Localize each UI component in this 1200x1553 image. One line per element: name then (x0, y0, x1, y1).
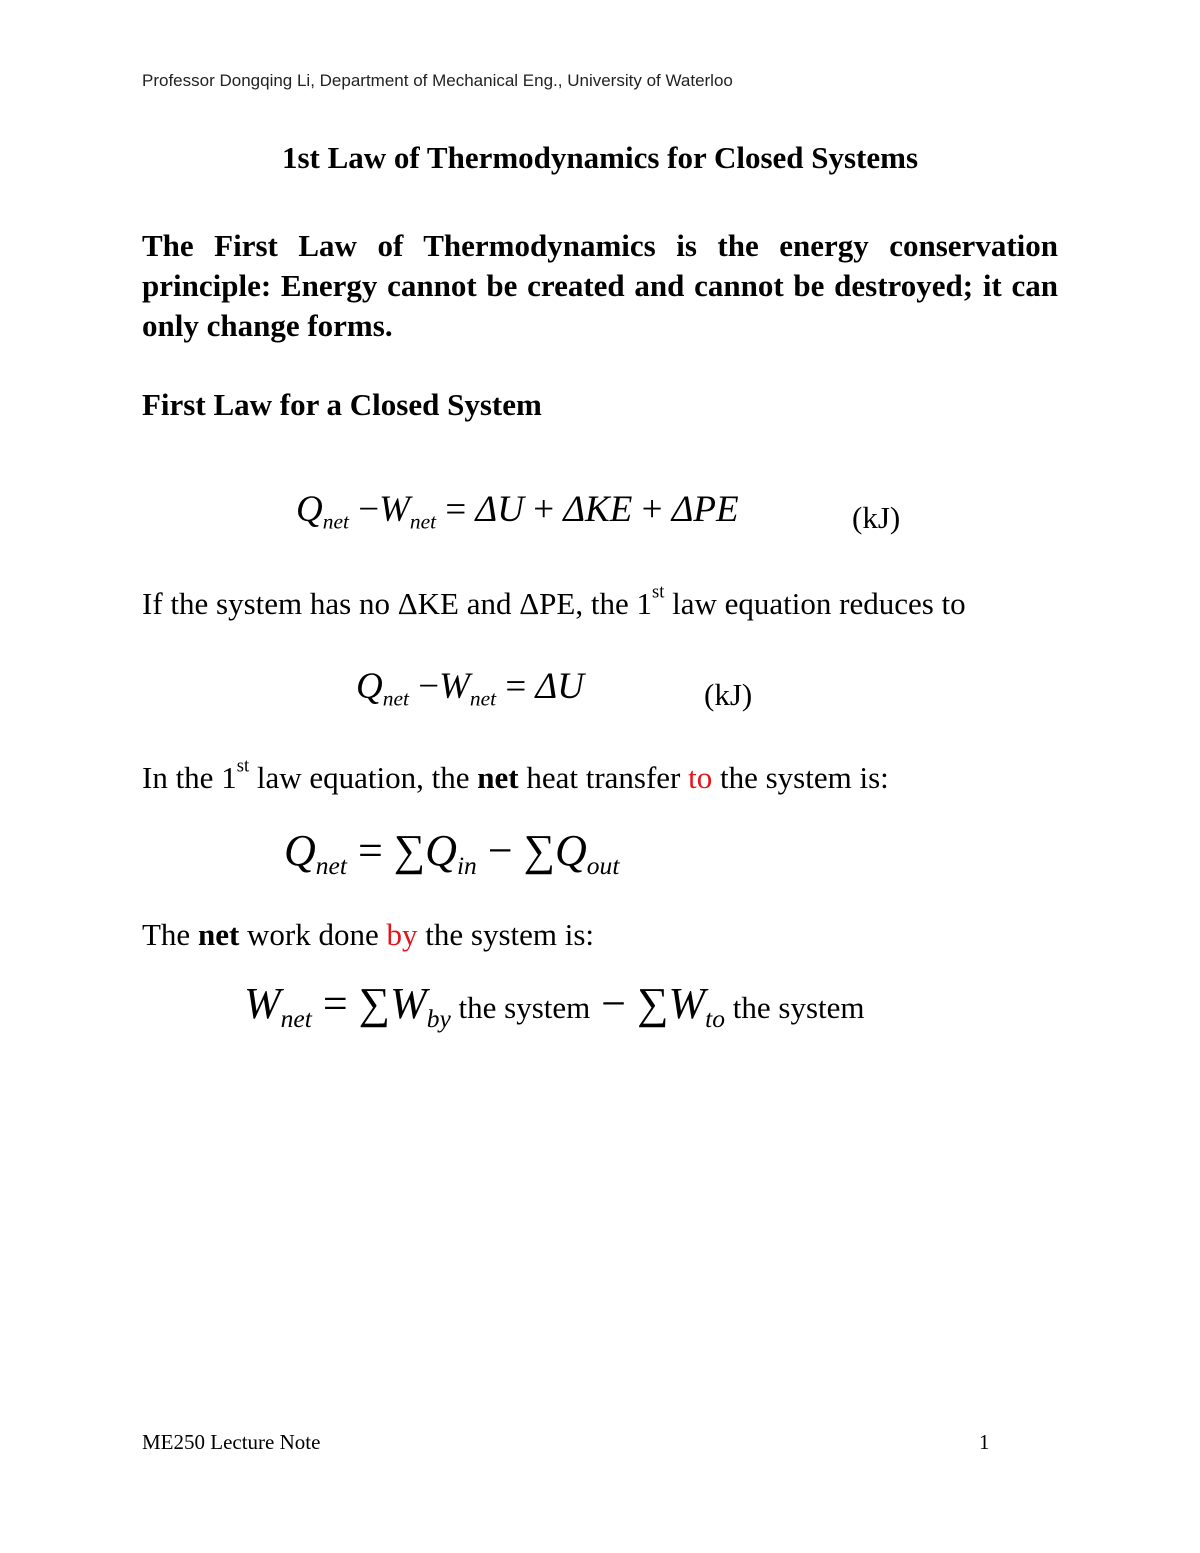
equation-reduced: $Q_{net} -W_{net} = \Delta U$ (356, 666, 584, 711)
footer-course-label: ME250 Lecture Note (142, 1430, 321, 1454)
work-sentence: The net work done by the system is: (142, 917, 595, 952)
page-header: Professor Dongqing Li, Department of Mechanical Eng., University of Waterloo (142, 71, 733, 90)
heat-transfer-sentence: In the 1st law equation, the net heat transfer to the system is: (142, 755, 889, 795)
equation-net-heat: $Q_{net} = \sum Q_{in} - \sum Q_{out}$ (284, 826, 620, 880)
equation-reduced-unit: (kJ) (704, 677, 753, 712)
intro-paragraph: The First Law of Thermodynamics is the energy conservation principle: Energy cannot be created and cannot be destroyed; it can only change forms. (142, 228, 1058, 343)
equation-first-law: $Q_{net} -W_{net} = \Delta U + \Delta KE + \Delta PE$ (296, 489, 739, 534)
page-number: 1 (979, 1430, 990, 1454)
reduce-paragraph: If the system has no ΔKE and ΔPE, the 1st law equation reduces to (142, 581, 966, 621)
equation-first-law-unit: (kJ) (852, 500, 901, 535)
equation-net-work: $W_{net} = \sum W_{by}$ the system − $\sum W_{to}$ the system (244, 979, 865, 1033)
page-title: 1st Law of Thermodynamics for Closed Systems (281, 140, 919, 175)
section-heading: First Law for a Closed System (142, 387, 542, 422)
